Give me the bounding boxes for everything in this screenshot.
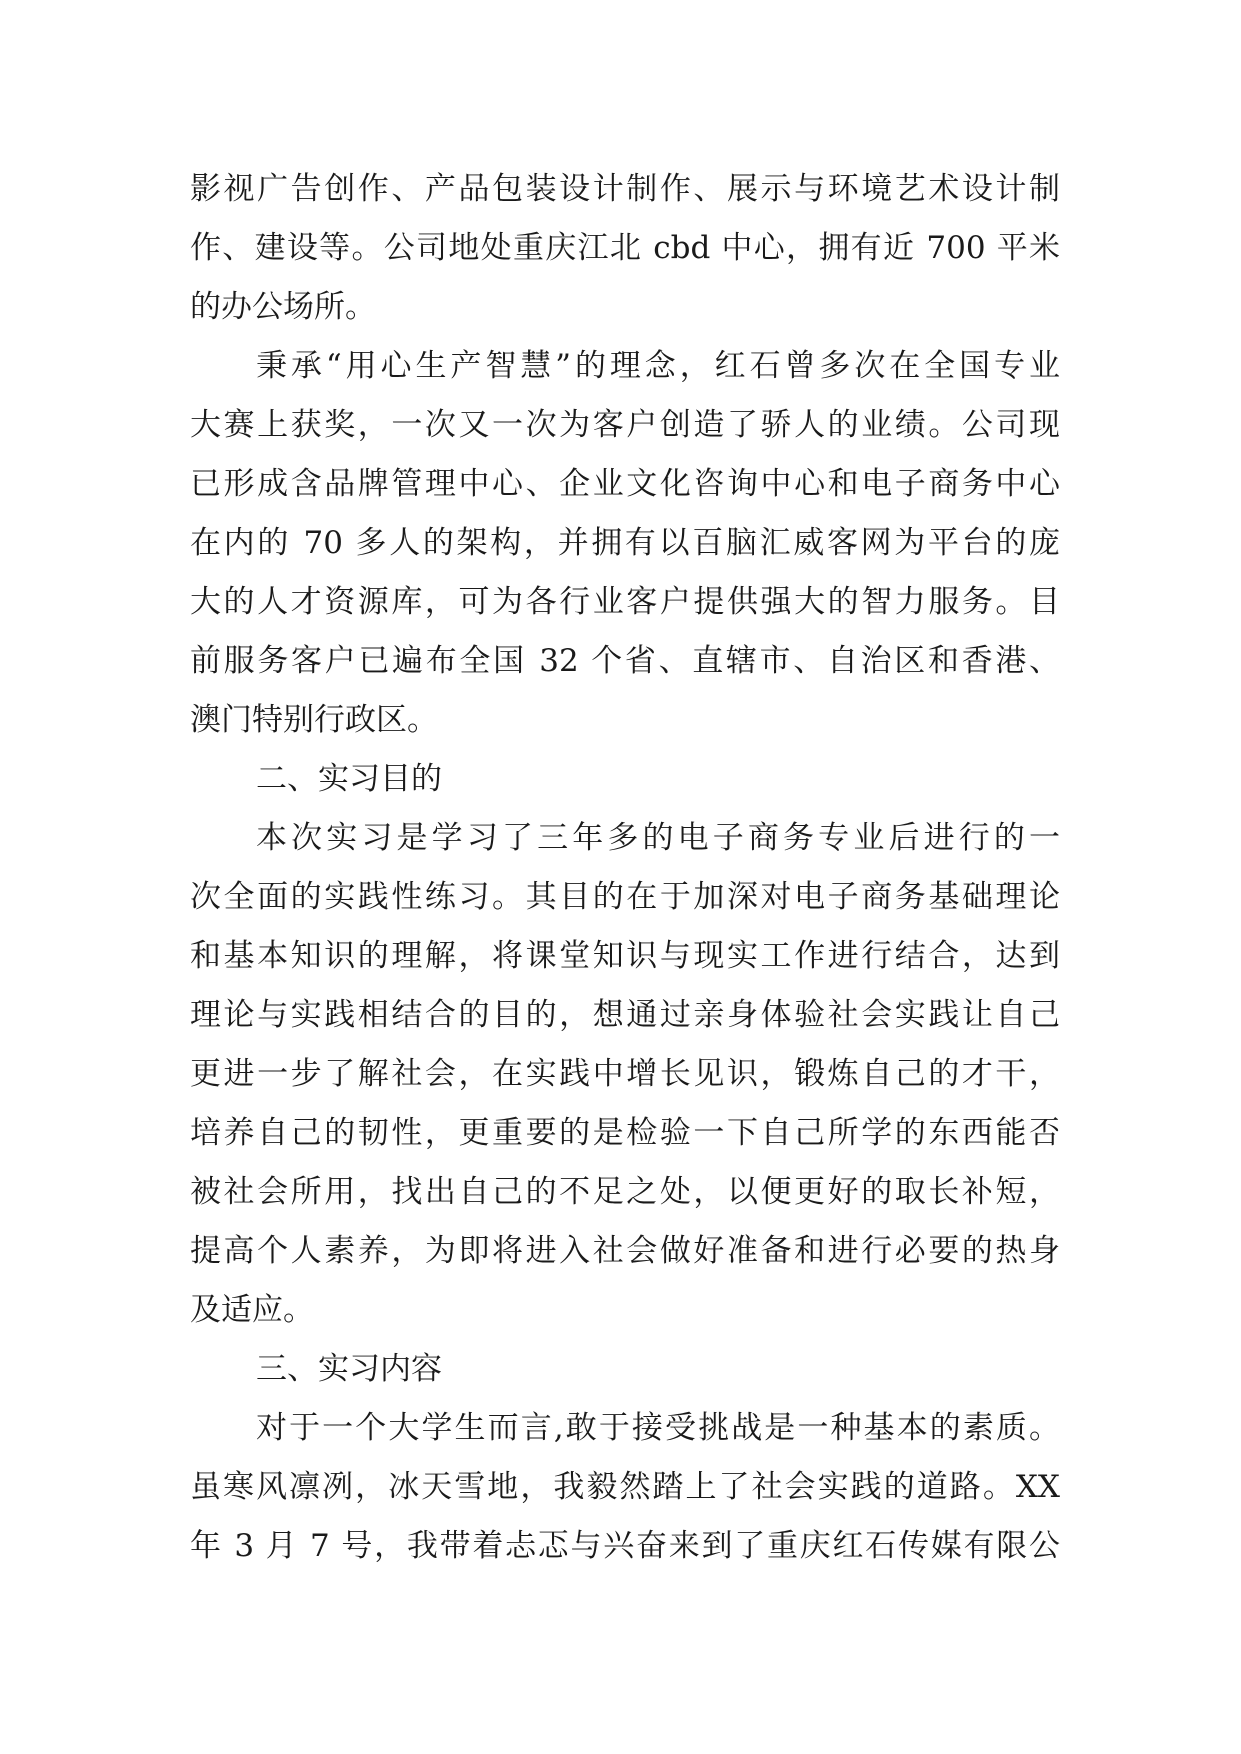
- text-line: 的办公场所。: [190, 289, 376, 325]
- text-line: 大的人才资源库，可为各行业客户提供强大的智力服务。目: [190, 584, 1060, 620]
- text-line: 对于一个大学生而言,敢于接受挑战是一种基本的素质。: [256, 1410, 1060, 1446]
- text-line: 秉承“用心生产智慧”的理念，红石曾多次在全国专业: [256, 348, 1060, 384]
- text-line: 被社会所用，找出自己的不足之处，以便更好的取长补短，: [190, 1174, 1060, 1210]
- text-line: 在内的 70 多人的架构，并拥有以百脑汇威客网为平台的庞: [190, 525, 1060, 561]
- text-line: 三、实习内容: [256, 1351, 442, 1387]
- text-line: 影视广告创作、产品包装设计制作、展示与环境艺术设计制: [190, 171, 1060, 207]
- text-line: 理论与实践相结合的目的，想通过亲身体验社会实践让自己: [190, 997, 1060, 1033]
- text-line: 和基本知识的理解，将课堂知识与现实工作进行结合，达到: [190, 938, 1060, 974]
- text-line: 培养自己的韧性，更重要的是检验一下自己所学的东西能否: [190, 1115, 1060, 1151]
- text-line: 已形成含品牌管理中心、企业文化咨询中心和电子商务中心: [190, 466, 1060, 502]
- text-line: 本次实习是学习了三年多的电子商务专业后进行的一: [256, 820, 1060, 856]
- text-line: 大赛上获奖，一次又一次为客户创造了骄人的业绩。公司现: [190, 407, 1060, 443]
- text-line: 年 3 月 7 号，我带着忐忑与兴奋来到了重庆红石传媒有限公: [190, 1528, 1060, 1564]
- text-line: 虽寒风凛冽，冰天雪地，我毅然踏上了社会实践的道路。XX: [190, 1469, 1060, 1505]
- text-line: 更进一步了解社会，在实践中增长见识，锻炼自己的才干，: [190, 1056, 1060, 1092]
- text-line: 及适应。: [190, 1292, 314, 1328]
- text-line: 次全面的实践性练习。其目的在于加深对电子商务基础理论: [190, 879, 1060, 915]
- document-body: [190, 160, 1060, 1576]
- text-line: 作、建设等。公司地处重庆江北 cbd 中心，拥有近 700 平米: [190, 230, 1060, 266]
- text-line: 提高个人素养，为即将进入社会做好准备和进行必要的热身: [190, 1233, 1060, 1269]
- text-line: 二、实习目的: [256, 761, 442, 797]
- text-line: 前服务客户已遍布全国 32 个省、直辖市、自治区和香港、: [190, 643, 1060, 679]
- text-line: 澳门特别行政区。: [190, 702, 438, 738]
